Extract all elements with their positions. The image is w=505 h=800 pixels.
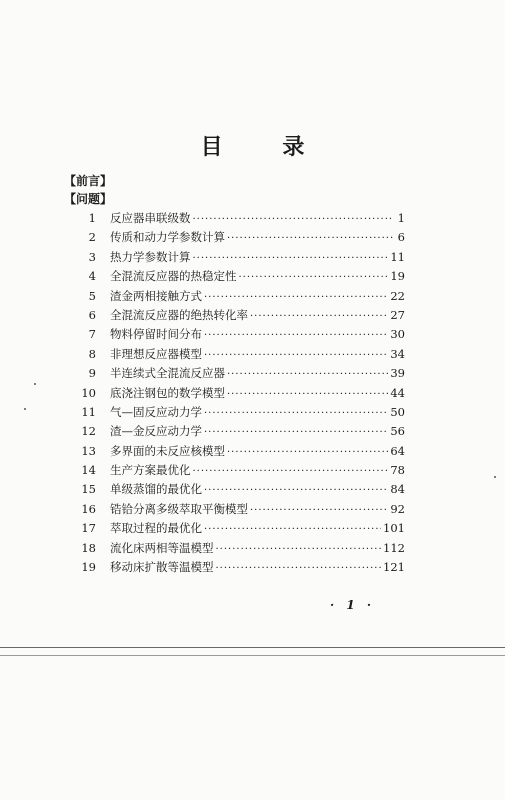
toc-dot-leader (204, 481, 388, 500)
toc-entry[interactable] (70, 345, 405, 364)
toc-entry-number: 11 (81, 404, 96, 419)
toc-dot-leader (204, 288, 388, 307)
toc-entry-page: 34 (390, 346, 405, 361)
toc-entry-title: 反应器串联级数 (110, 211, 191, 225)
toc-entry-title: 渣金两相接触方式 (110, 288, 202, 303)
toc-entry-number: 6 (88, 307, 96, 322)
divider-rule (0, 655, 505, 656)
scan-speck (494, 476, 496, 478)
toc-dot-leader (204, 326, 388, 345)
toc-entry-title: 热力学参数计算 (110, 249, 191, 264)
toc-entry[interactable] (70, 500, 405, 519)
toc-entry-number: 2 (88, 230, 96, 245)
toc-entry[interactable] (70, 461, 405, 480)
scan-speck (34, 383, 36, 385)
toc-entry-number: 17 (81, 521, 96, 536)
toc-entry[interactable] (70, 287, 405, 306)
divider-rule (0, 647, 505, 648)
toc-entry-number: 19 (81, 560, 96, 575)
toc-entry[interactable] (70, 267, 405, 286)
toc-entry-page: 50 (390, 404, 405, 419)
toc-entry-number: 1 (88, 211, 96, 225)
toc-entry[interactable] (70, 442, 405, 461)
toc-entry-number: 15 (81, 482, 96, 497)
toc-entry-page: 11 (390, 249, 405, 264)
toc-entry-title: 气—固反应动力学 (110, 404, 202, 419)
toc-entry-page: 92 (390, 501, 405, 516)
toc-entry-number: 14 (81, 463, 96, 478)
toc-dot-leader (227, 385, 388, 404)
toc-entry[interactable] (70, 384, 405, 403)
toc-dot-leader (204, 520, 381, 539)
toc-entry-page: 101 (383, 521, 405, 536)
toc-entry[interactable] (70, 422, 405, 441)
toc-dot-leader (204, 346, 388, 365)
toc-dot-leader (216, 540, 382, 559)
toc-dot-leader (193, 210, 394, 229)
toc-dot-leader (227, 365, 388, 384)
toc-entry-title: 全混流反应器的热稳定性 (110, 269, 237, 284)
toc-entry-page: 64 (390, 443, 405, 458)
toc-entry-number: 18 (81, 540, 96, 555)
toc-dot-leader (250, 501, 388, 520)
toc-entry-page: 121 (383, 560, 405, 575)
toc-entry-title: 流化床两相等温模型 (110, 540, 214, 555)
footer-page-number: · 1 · (330, 598, 376, 612)
toc-dot-leader (193, 462, 389, 481)
toc-entry-title: 半连续式全混流反应器 (110, 366, 225, 381)
toc-dot-leader (227, 443, 388, 462)
toc-entry-title: 生产方案最优化 (110, 463, 191, 478)
toc-dot-leader (227, 229, 393, 248)
toc-entry[interactable] (70, 325, 405, 344)
toc-list (70, 209, 405, 577)
toc-dot-leader (193, 249, 389, 268)
toc-dot-leader (250, 307, 388, 326)
toc-entry-title: 物料停留时间分布 (110, 327, 202, 342)
scan-speck (24, 408, 26, 410)
toc-dot-leader (204, 423, 388, 442)
toc-entry-page: 39 (390, 366, 405, 381)
toc-entry-page: 78 (390, 463, 405, 478)
toc-entry-number: 13 (81, 443, 96, 458)
toc-entry-number: 4 (88, 269, 96, 284)
section-preface-label: 【前言】 (64, 174, 113, 188)
toc-entry[interactable] (70, 480, 405, 499)
toc-entry[interactable] (70, 248, 405, 267)
toc-entry[interactable] (70, 539, 405, 558)
toc-entry-number: 8 (88, 346, 96, 361)
toc-entry-title: 非理想反应器模型 (110, 346, 202, 361)
toc-dot-leader (204, 404, 388, 423)
toc-entry[interactable] (70, 558, 405, 577)
toc-entry-page: 19 (390, 269, 405, 284)
toc-entry[interactable] (70, 403, 405, 422)
toc-entry-title: 传质和动力学参数计算 (110, 230, 225, 245)
toc-dot-leader (239, 268, 389, 287)
toc-entry-page: 27 (390, 307, 405, 322)
toc-entry-number: 7 (88, 327, 96, 342)
toc-entry-page: 22 (390, 288, 405, 303)
toc-entry[interactable] (70, 228, 405, 247)
section-problems-label: 【问题】 (64, 192, 113, 206)
toc-entry-number: 5 (88, 288, 96, 303)
toc-entry-number: 12 (81, 424, 96, 439)
toc-entry-page: 112 (383, 540, 405, 555)
toc-entry-title: 多界面的未反应核模型 (110, 443, 225, 458)
toc-entry-title: 萃取过程的最优化 (110, 521, 202, 536)
toc-entry-number: 16 (81, 501, 96, 516)
toc-entry-page: 84 (390, 482, 405, 497)
toc-entry-title: 单级蒸馏的最优化 (110, 482, 202, 497)
toc-entry-page: 56 (390, 424, 405, 439)
toc-entry-page: 30 (390, 327, 405, 342)
toc-entry-page: 1 (397, 211, 405, 225)
toc-entry[interactable] (70, 306, 405, 325)
toc-entry-number: 3 (88, 249, 96, 264)
toc-entry-title: 底浇注钢包的数学模型 (110, 385, 225, 400)
toc-entry-number: 9 (88, 366, 96, 381)
toc-entry[interactable] (70, 209, 405, 228)
toc-entry-page: 44 (390, 385, 405, 400)
page-title: 目 录 (200, 134, 331, 160)
toc-entry[interactable] (70, 364, 405, 383)
toc-entry-title: 移动床扩散等温模型 (110, 560, 214, 575)
toc-entry-title: 全混流反应器的绝热转化率 (110, 307, 248, 322)
toc-entry-title: 锆铪分离多级萃取平衡模型 (110, 501, 248, 516)
toc-entry[interactable] (70, 519, 405, 538)
toc-entry-number: 10 (81, 385, 96, 400)
toc-dot-leader (216, 559, 382, 578)
toc-entry-page: 6 (397, 230, 405, 245)
toc-entry-title: 渣—金反应动力学 (110, 424, 202, 439)
